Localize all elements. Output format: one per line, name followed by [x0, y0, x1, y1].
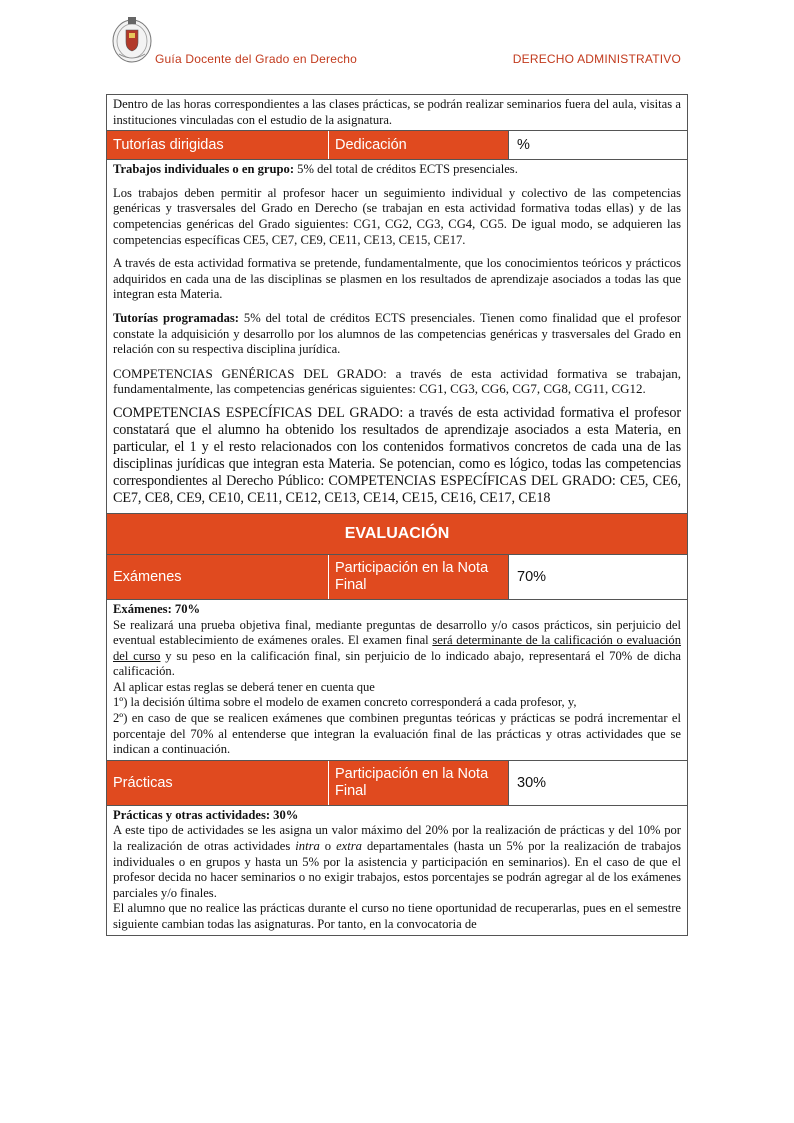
header-subject-title: DERECHO ADMINISTRATIVO [512, 52, 681, 66]
practicas-heading: Prácticas y otras actividades: 30% [113, 807, 299, 822]
examenes-label: Exámenes [107, 555, 329, 599]
dedicacion-label: Dedicación [329, 131, 509, 159]
examenes-text-a: Se realizará una prueba objetiva final, mediante preguntas de desarrollo y/o casos prácticos, sin perjuicio del eventual establecimiento de exámenes orales. El examen final [113, 617, 681, 648]
objetivo-paragraph: A través de esta actividad formativa se pretende, fundamentalmente, que los conocimientos teóricos y prácticos adquiridos en cada una de las disciplinas se plasmen en los resultados de aprendizaje asociados a todas las que integran esta Materia. [113, 256, 681, 302]
practicas-row [107, 761, 687, 806]
practical-sessions-note: Dentro de las horas correspondientes a las clases prácticas, se podrán realizar seminarios fuera del aula, visitas a instituciones vinculadas con el estudio de la asignatura. [107, 95, 687, 131]
practicas-value: 30% [509, 761, 687, 805]
practicas-text-a: A este tipo de actividades se les asigna un valor máximo del 20% por la realización de prácticas y del 10% por la realización de otras actividades [113, 823, 681, 854]
practicas-o: o [319, 839, 337, 854]
tutorias-row [107, 131, 687, 160]
practicas-extra: extra [336, 839, 362, 854]
examenes-description [107, 600, 687, 761]
practicas-participacion-label: Participación en la Nota Final [329, 761, 509, 805]
examenes-heading: Exámenes: 70% [113, 601, 201, 616]
page-header [0, 0, 794, 80]
university-seal-icon [111, 14, 153, 64]
practicas-description [107, 806, 687, 936]
practicas-recuperacion: El alumno que no realice las prácticas durante el curso no tiene oportunidad de recuperarlas, pues en el semestre siguiente cambian todas las asignaturas. Por tanto, en la convocatoria de [113, 901, 681, 931]
examenes-rule-2: 2º) en caso de que se realicen exámenes que combinen preguntas teóricas y prácticas se podrá incrementar el porcentaje del 70% al entenderse que integran la evaluación final de las prácticas y otras actividades que se indican a continuación. [113, 711, 681, 757]
trabajos-text: 5% del total de créditos ECTS presenciales. [294, 162, 518, 177]
examenes-rules-intro: Al aplicar estas reglas se deberá tener en cuenta que [113, 679, 375, 694]
header-course-guide-title: Guía Docente del Grado en Derecho [155, 52, 358, 66]
examenes-text-underlined: será determinante de la calificación o evaluación del curso [113, 633, 682, 663]
examenes-rule-1: 1º) la decisión última sobre el modelo de examen concreto corresponderá a cada profesor, y, [113, 695, 577, 710]
trabajos-paragraph: Los trabajos deben permitir al profesor hacer un seguimiento individual y colectivo de las competencias genéricas y trasversales del Grado en Derecho (se trabajan en esta actividad formativa todas ellas) y de las competencias genéricas del Grado siguientes: CG1, CG2, CG3, CG4, CG5. De igual modo, se adquieren las competencias específicas CE5, CE7, CE9, CE11, CE13, CE15, CE17. [113, 185, 681, 247]
tutorias-programadas-heading: Tutorías programadas: [113, 310, 239, 325]
examenes-row [107, 555, 687, 600]
trabajos-heading: Trabajos individuales o en grupo: [113, 162, 295, 177]
tutorias-programadas-text: 5% del total de créditos ECTS presenciales. Tienen como finalidad que el profesor constate la adquisición y desarrollo por los alumnos de las competencias genéricas y trasversales del Grado en relación con su respectiva disciplina jurídica. [113, 310, 682, 357]
competencias-especificas-paragraph: COMPETENCIAS ESPECÍFICAS DEL GRADO: a través de esta actividad formativa el profesor constatará que el alumno ha obtenido los resultados de aprendizaje asociados a esta Materia, en particular, el 1 y el resto relacionados con los contenidos formativos concretos de cada una de las disciplinas jurídicas que integran esta Materia. Se potencian, como es lógico, todas las competencias correspondientes al Derecho Público: COMPETENCIAS ESPECÍFICAS DEL GRADO: CE5, CE6, CE7, CE8, CE9, CE10, CE11, CE12, CE13, CE14, CE15, CE16, CE17, CE18 [113, 404, 681, 506]
competencias-genericas-paragraph: COMPETENCIAS GENÉRICAS DEL GRADO: a través de esta actividad formativa se trabajan, fundamentalmente, las competencias genéricas siguientes: CG1, CG3, CG6, CG7, CG8, CG11, CG12. [113, 365, 681, 397]
guide-table [106, 94, 688, 936]
evaluacion-section-title: EVALUACIÓN [107, 514, 687, 555]
dedicacion-value: % [509, 131, 687, 159]
tutorias-description [107, 160, 687, 514]
examenes-text-b: y su peso en la calificación final, sin perjuicio de lo indicado abajo, representará el 70% de dicha calificación. [113, 648, 682, 679]
practicas-label: Prácticas [107, 761, 329, 805]
practicas-intra: intra [295, 839, 320, 854]
examenes-value: 70% [509, 555, 687, 599]
examenes-participacion-label: Participación en la Nota Final [329, 555, 509, 599]
practicas-text-b: departamentales (hasta un 5% por la realización de trabajos individuales o en grupos y hasta un 5% por la asistencia y participación en seminarios). En el caso de que el profesor decida no hacer seminarios o no exigir trabajos, estos porcentajes se podrán agregar al de los exámenes parciales y/o finales. [113, 839, 682, 900]
tutorias-label: Tutorías dirigidas [107, 131, 329, 159]
